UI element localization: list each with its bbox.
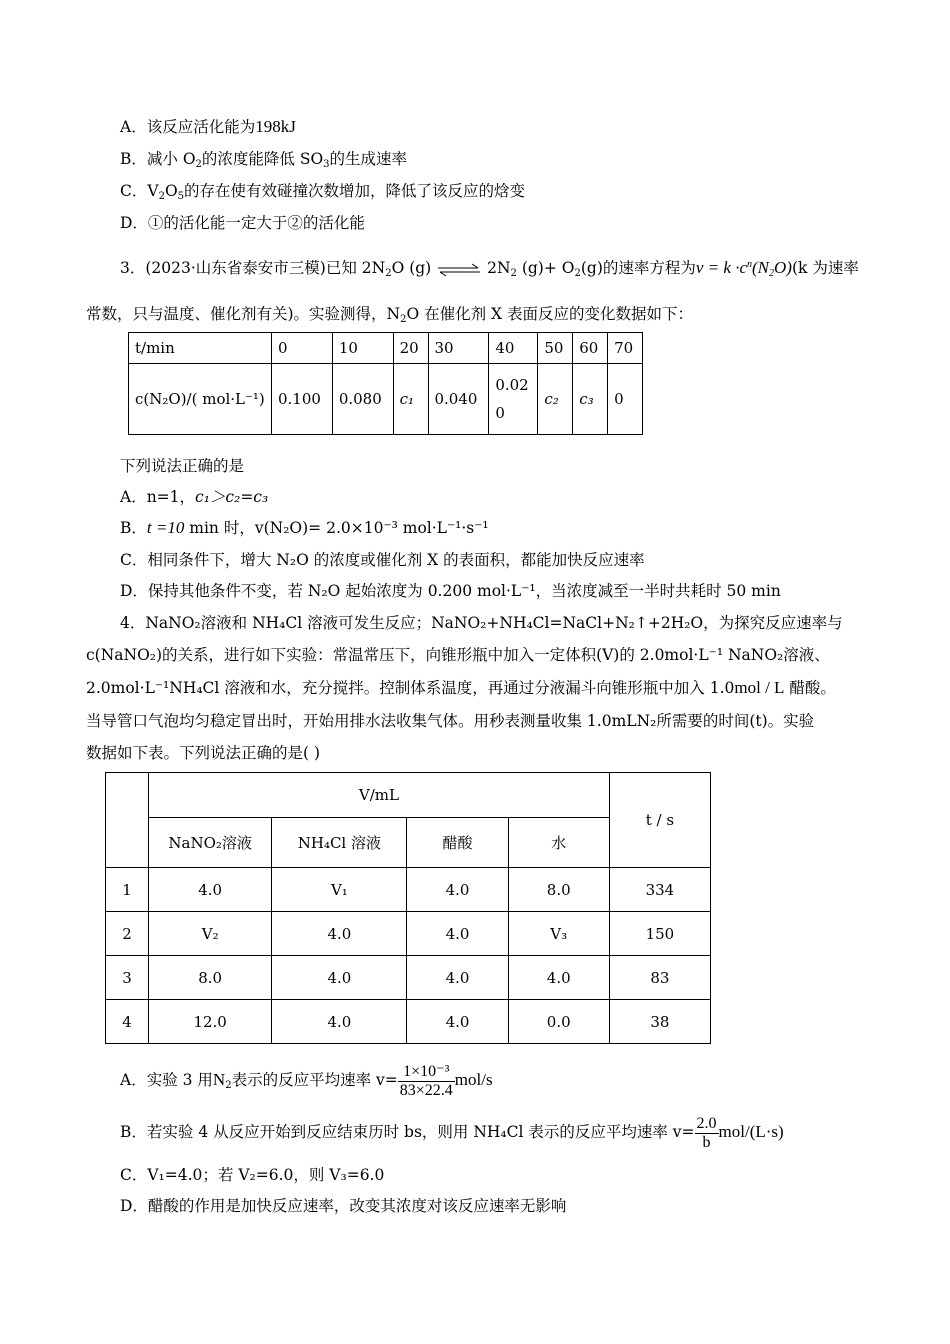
table-cell: 4.0: [407, 868, 508, 912]
table-cell: 0: [272, 333, 333, 364]
table-cell: 0.080: [332, 364, 393, 435]
table-cell: 60: [573, 333, 608, 364]
table-cell: 0.0: [508, 1000, 609, 1044]
table-cell: 4.0: [508, 956, 609, 1000]
q3-option-d: D．保持其他条件不变，若 N₂O 起始浓度为 0.200 mol·L⁻¹，当浓度减至一半时共耗时 50 min: [120, 582, 781, 600]
q4-stem-line5: 数据如下表。下列说法正确的是( ): [86, 744, 321, 762]
table-cell: t/min: [129, 333, 272, 364]
table-cell: [106, 773, 149, 868]
q3-option-c: C．相同条件下，增大 N₂O 的浓度或催化剂 X 的表面积，都能加快反应速率: [120, 551, 645, 569]
table-cell: c(N₂O)/( mol·L⁻¹): [129, 364, 272, 435]
q2-option-b: B．减小 $O_2$的浓度能降低 $SO_3$的生成速率: [120, 150, 408, 170]
table-cell: 2: [106, 912, 149, 956]
q3-stem-line2: 常数，只与温度、催化剂有关)。实验测得，$N_2O$ 在催化剂 X 表面反应的变化数据如下：: [86, 305, 694, 325]
table-row: [106, 956, 711, 1000]
table-row: [129, 333, 643, 364]
table-cell: 4.0: [149, 868, 272, 912]
q4-stem-line3: 2.0mol·L⁻¹NH₄Cl 溶液和水，充分搅拌。控制体系温度，再通过分液漏斗向锥形瓶中加入 1.0mol / L 醋酸。: [86, 678, 836, 697]
table-cell: 40: [489, 333, 538, 364]
table-header: 水: [508, 818, 609, 868]
equilibrium-arrow-icon: [436, 262, 482, 276]
table-cell: 0: [608, 364, 643, 435]
table-cell: V₁: [272, 868, 407, 912]
q3-option-b: B．t =10 min 时，v(N₂O)= 2.0×10⁻³ mol·L⁻¹·s⁻¹: [120, 518, 489, 537]
table-cell: 12.0: [149, 1000, 272, 1044]
q4-option-d: D．醋酸的作用是加快反应速率，改变其浓度对该反应速率无影响: [120, 1197, 567, 1215]
table-cell: V₃: [508, 912, 609, 956]
fraction: $\frac{2.0}{b}$: [696, 1114, 717, 1151]
table-header: V/mL: [149, 773, 610, 818]
table-cell: 4.0: [272, 1000, 407, 1044]
table-cell: 1: [106, 868, 149, 912]
q4-option-a: A．实验 3 用$N_2$表示的反应平均速率 v= $\frac{\text{1×10⁻³}}{83\times 22.4}$ mol/s: [120, 1062, 493, 1099]
q4-stem-line2: c(NaNO₂)的关系，进行如下实验：常温常压下，向锥形瓶中加入一定体积(V)的 2.0mol·L⁻¹ NaNO₂溶液、: [86, 646, 830, 664]
table-cell: 334: [609, 868, 710, 912]
q4-option-b: B．若实验 4 从反应开始到反应结束历时 bs，则用 NH₄Cl 表示的反应平均速率 v= $\frac{2.0}{b}$ mol/(L·s): [120, 1114, 784, 1151]
table-cell: 8.0: [149, 956, 272, 1000]
table-cell: V₂: [149, 912, 272, 956]
table-row: [106, 868, 711, 912]
table-cell: 8.0: [508, 868, 609, 912]
table-cell: c₂: [538, 364, 573, 435]
table-row: [106, 912, 711, 956]
q3-option-a: A．n=1，c₁＞c₂=c₃: [120, 488, 269, 506]
table-cell: 50: [538, 333, 573, 364]
q4-data-table: [105, 772, 711, 1044]
q3-prompt: 下列说法正确的是: [120, 457, 245, 475]
table-cell: c₁: [393, 364, 428, 435]
table-cell: 4.0: [272, 956, 407, 1000]
q4-stem-line1: 4．NaNO₂溶液和 NH₄Cl 溶液可发生反应；NaNO₂+NH₄Cl=NaCl+N₂↑+2H₂O，为探究反应速率与: [120, 614, 843, 632]
q4-stem-line4: 当导管口气泡均匀稳定冒出时，开始用排水法收集气体。用秒表测量收集 1.0mLN₂所需要的时间(t)。实验: [86, 712, 815, 730]
table-cell: 38: [609, 1000, 710, 1044]
q4-option-c: C．V₁=4.0；若 V₂=6.0，则 V₃=6.0: [120, 1166, 385, 1184]
table-cell: 4.0: [407, 1000, 508, 1044]
table-row: [129, 364, 643, 435]
table-cell: 150: [609, 912, 710, 956]
rate-equation: $v = k \cdot c^n(N_2O)$: [695, 258, 792, 279]
table-cell: 0.040: [428, 364, 489, 435]
table-cell: 4.0: [407, 912, 508, 956]
table-row: [106, 1000, 711, 1044]
table-header: NH₄Cl 溶液: [272, 818, 407, 868]
table-header: t / s: [609, 773, 710, 868]
table-cell: 10: [332, 333, 393, 364]
q2-option-a: A．该反应活化能为198kJ: [120, 117, 296, 136]
table-cell: 3: [106, 956, 149, 1000]
table-cell: 4.0: [407, 956, 508, 1000]
table-cell: c₃: [573, 364, 608, 435]
q3-data-table: [128, 332, 643, 435]
table-cell: 4.0: [272, 912, 407, 956]
q2-option-d: D．①的活化能一定大于②的活化能: [120, 214, 365, 232]
table-cell: 0.100: [272, 364, 333, 435]
table-cell: 0.020: [489, 364, 538, 435]
q3-stem-line1: 3．(2023·山东省泰安市三模)已知 $2N_2O$ (g) $2N_2$ $(g)+ O_2(g)$的速率方程为$v = k \cdot c^n(N_2O)(k$ 为速率: [120, 258, 859, 279]
table-cell: 30: [428, 333, 489, 364]
table-cell: 70: [608, 333, 643, 364]
table-cell: 83: [609, 956, 710, 1000]
table-header: NaNO₂溶液: [149, 818, 272, 868]
table-header: 醋酸: [407, 818, 508, 868]
table-cell: 4: [106, 1000, 149, 1044]
fraction: $\frac{\text{1×10⁻³}}{83\times 22.4}$: [399, 1062, 453, 1099]
table-cell: 20: [393, 333, 428, 364]
q2-option-c: C．$V_2O_5$的存在使有效碰撞次数增加，降低了该反应的焓变: [120, 182, 526, 202]
table-row: [106, 773, 711, 818]
